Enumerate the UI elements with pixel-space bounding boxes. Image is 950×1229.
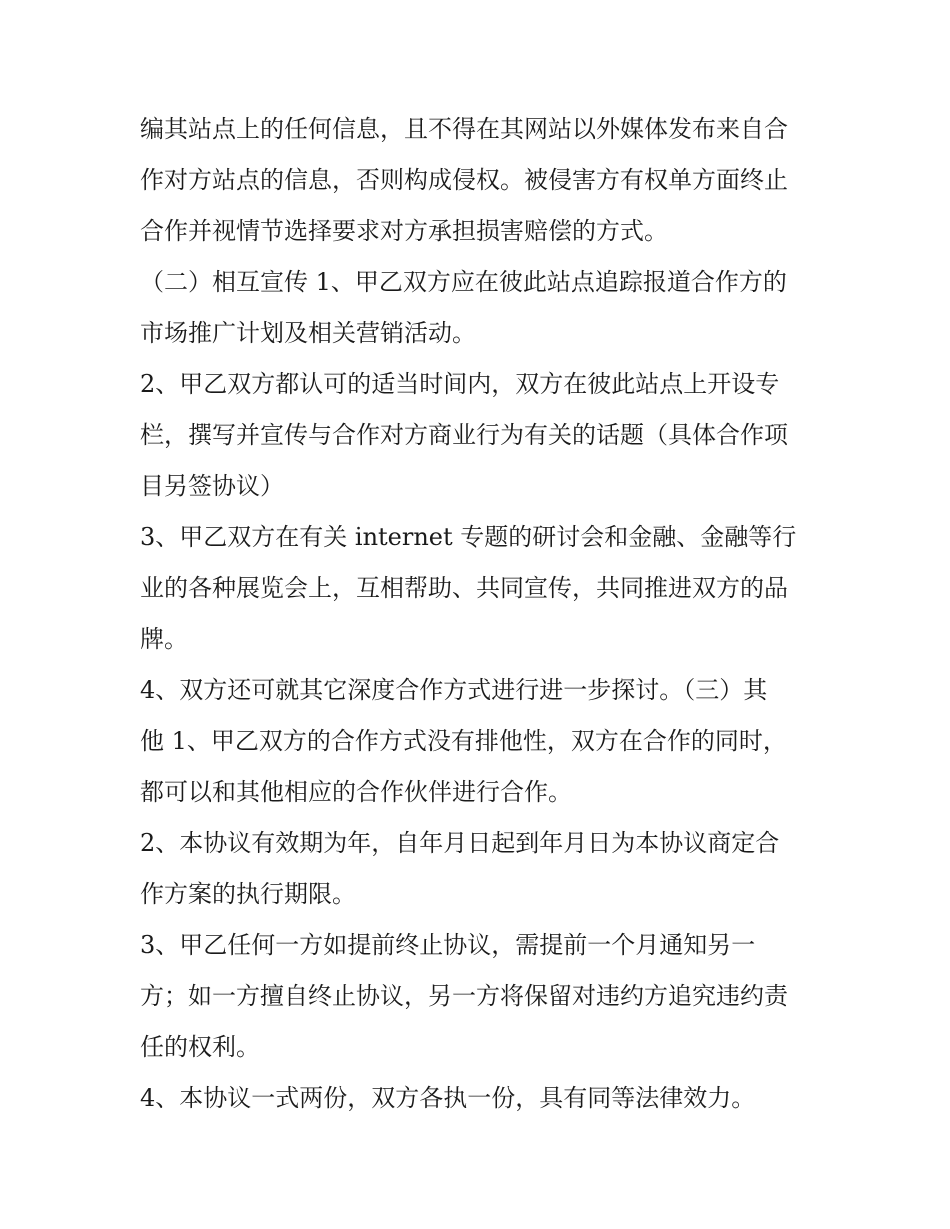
text-line: 4、本协议一式两份，双方各执一份，具有同等法律效力。: [140, 1084, 756, 1112]
text-line: 业的各种展览会上，互相帮助、共同宣传，共同推进双方的品: [140, 574, 788, 602]
text-line: 3、甲乙任何一方如提前终止协议，需提前一个月通知另一: [140, 931, 756, 959]
text-line: 目另签协议）: [140, 472, 284, 500]
text-line: 4、双方还可就其它深度合作方式进行进一步探讨。（三）其: [140, 676, 768, 704]
text-line: 栏，撰写并宣传与合作对方商业行为有关的话题（具体合作项: [140, 421, 788, 449]
text-line: 都可以和其他相应的合作伙伴进行合作。: [140, 778, 572, 806]
text-line: 他 1、甲乙双方的合作方式没有排他性，双方在合作的同时，: [140, 727, 787, 755]
text-line: 3、甲乙双方在有关 internet 专题的研讨会和金融、金融等行: [140, 523, 797, 551]
document-body: [140, 104, 812, 1124]
text-line: 编其站点上的任何信息，且不得在其网站以外媒体发布来自合: [140, 115, 788, 143]
text-line: 方；如一方擅自终止协议，另一方将保留对违约方追究违约责: [140, 982, 788, 1010]
text-line: 牌。: [140, 625, 188, 653]
text-line: 任的权利。: [140, 1033, 260, 1061]
text-line: 作方案的执行期限。: [140, 880, 356, 908]
text-line: （二）相互宣传 1、甲乙双方应在彼此站点追踪报道合作方的: [140, 268, 787, 296]
text-line: 合作并视情节选择要求对方承担损害赔偿的方式。: [140, 217, 668, 245]
text-line: 作对方站点的信息，否则构成侵权。被侵害方有权单方面终止: [140, 166, 788, 194]
text-line: 市场推广计划及相关营销活动。: [140, 319, 476, 347]
text-line: 2、本协议有效期为年，自年月日起到年月日为本协议商定合: [140, 829, 780, 857]
text-line: 2、甲乙双方都认可的适当时间内，双方在彼此站点上开设专: [140, 370, 780, 398]
